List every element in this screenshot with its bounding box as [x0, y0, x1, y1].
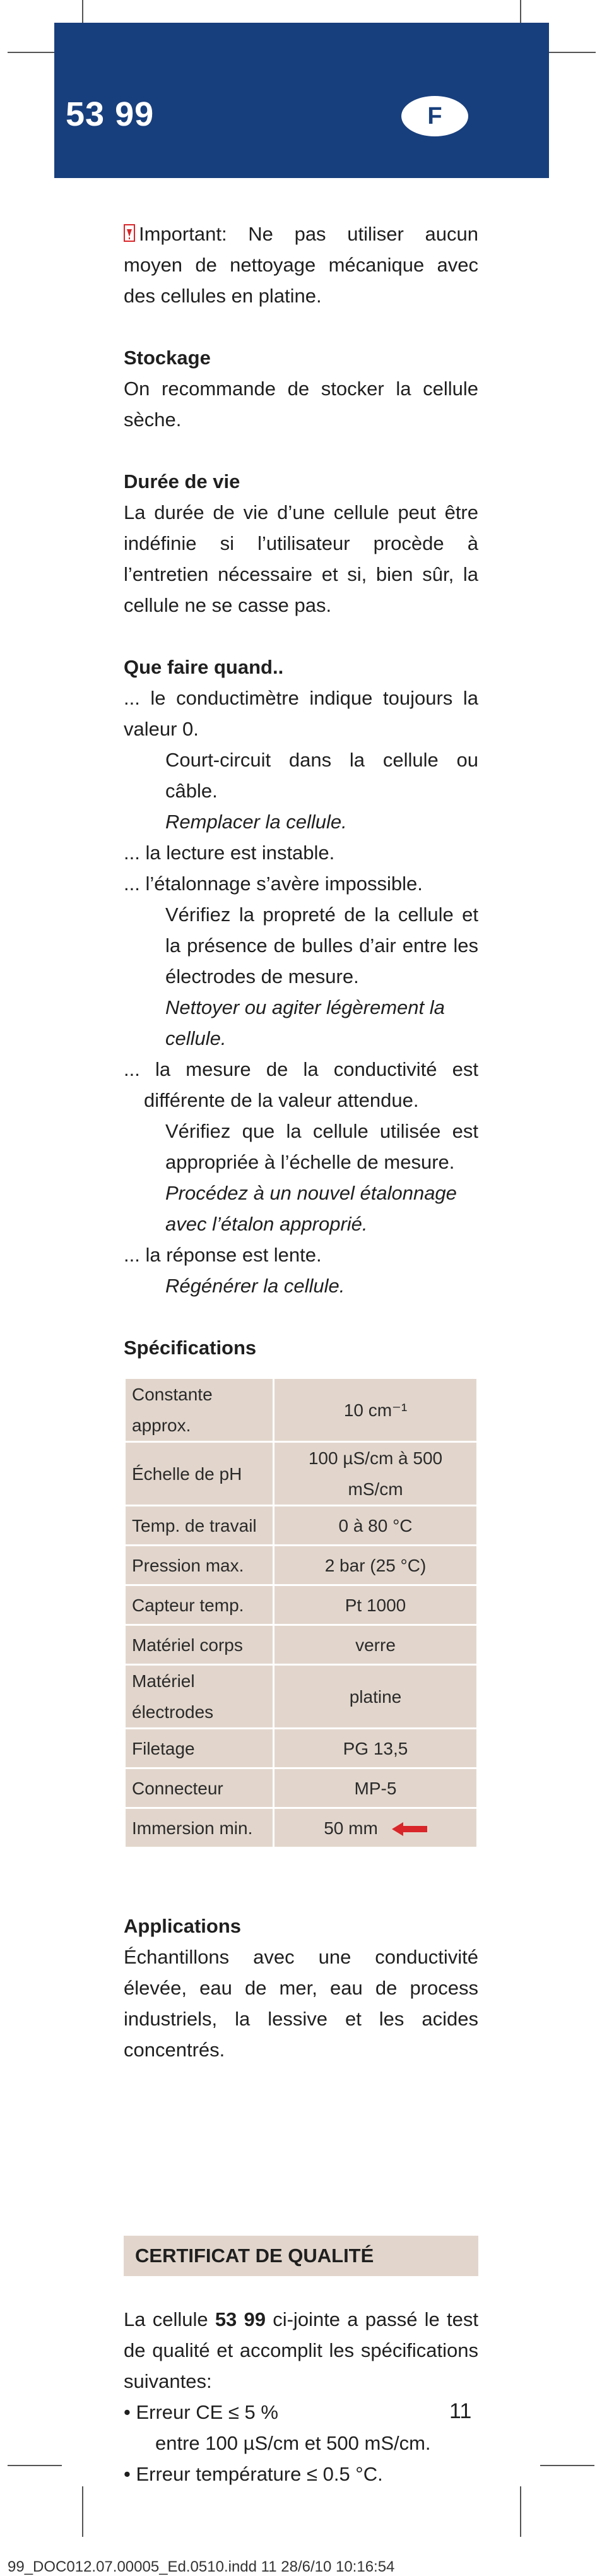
remedy-text: Procédez à un nouvel étalonnage avec l’étalon approprié.	[165, 1182, 457, 1235]
certificate-model: 53 99	[215, 2308, 266, 2330]
spec-label: Matériel corps	[125, 1625, 274, 1665]
certificate-intro-start: La cellule	[124, 2308, 215, 2330]
spec-value: MP-5	[274, 1768, 478, 1808]
spec-value: 2 bar (25 °C)	[274, 1546, 478, 1585]
table-row	[125, 1729, 478, 1768]
troubleshooting-heading: Que faire quand..	[124, 656, 284, 678]
language-badge-label: F	[427, 102, 442, 129]
table-row	[125, 1506, 478, 1546]
applications-heading: Applications	[124, 1915, 242, 1937]
table-row	[125, 1768, 478, 1808]
crop-mark	[520, 2486, 521, 2537]
crop-mark	[540, 2465, 594, 2466]
certificate-intro	[124, 2304, 478, 2397]
table-row	[125, 1808, 478, 1848]
page-number: 11	[449, 2399, 472, 2423]
warning-text: Important: Ne pas utiliser aucun moyen de nettoyage mécanique avec des cellules en platine.	[124, 223, 478, 307]
problem-text: ... l’étalonnage s’avère impossible.	[124, 873, 423, 895]
specifications-table	[124, 1377, 478, 1849]
table-row	[125, 1625, 478, 1665]
certificate-bullet: • Erreur CE ≤ 5 %	[124, 2401, 278, 2423]
lifetime-text: La durée de vie d’une cellule peut être indéfinie si l’utilisateur procède à l’entretien nécessaire et si, bien sûr, la cellule ne se casse pas.	[124, 501, 478, 616]
applications-text: Échantillons avec une conductivité élevée, eau de mer, eau de process industriels, la lessive et les acides concentrés.	[124, 1946, 478, 2061]
storage-text: On recommande de stocker la cellule sèche.	[124, 378, 478, 431]
cause-text: Vérifiez la propreté de la cellule et la présence de bulles d’air entre les électrodes de mesure.	[165, 903, 478, 987]
lifetime-heading: Durée de vie	[124, 470, 240, 492]
spec-value: Pt 1000	[274, 1585, 478, 1625]
spec-value: 0 à 80 °C	[274, 1506, 478, 1546]
specifications-heading: Spécifications	[124, 1337, 257, 1359]
spec-value: platine	[274, 1665, 478, 1729]
table-row	[125, 1665, 478, 1729]
crop-mark	[8, 2465, 62, 2466]
warning-note	[124, 218, 478, 311]
spec-label: Échelle de pH	[125, 1442, 274, 1506]
spec-label: Matériel électrodes	[125, 1665, 274, 1729]
spec-label: Filetage	[125, 1729, 274, 1768]
remedy-text: Remplacer la cellule.	[165, 811, 347, 833]
remedy-text: Régénérer la cellule.	[165, 1275, 345, 1297]
spec-label: Temp. de travail	[125, 1506, 274, 1546]
spec-label: Capteur temp.	[125, 1585, 274, 1625]
model-number: 53 99	[66, 95, 155, 133]
certificate-bullet: • Erreur température ≤ 0.5 °C.	[124, 2463, 383, 2485]
language-badge	[401, 96, 468, 136]
certificate-bullet-detail: entre 100 µS/cm et 500 mS/cm.	[155, 2432, 431, 2454]
storage-heading: Stockage	[124, 347, 211, 369]
table-row	[125, 1546, 478, 1585]
problem-text: ... la réponse est lente.	[124, 1244, 322, 1266]
problem-text: ... la mesure de la conductivité est différente de la valeur attendue.	[124, 1058, 478, 1111]
spec-value-cell	[274, 1808, 478, 1848]
cause-text: Vérifiez que la cellule utilisée est appropriée à l’échelle de mesure.	[165, 1120, 478, 1173]
cause-text: Court-circuit dans la cellule ou câble.	[165, 749, 478, 802]
warning-icon	[124, 224, 135, 242]
certificate-intro-end: ci-jointe a passé le test de qualité et accomplit les spécifications suivantes:	[124, 2308, 478, 2392]
certificate-heading: CERTIFICAT DE QUALITÉ	[124, 2236, 478, 2276]
remedy-text: Nettoyer ou agiter légèrement la cellule.	[165, 996, 445, 1049]
spec-value: verre	[274, 1625, 478, 1665]
main-content	[124, 218, 478, 2490]
spec-label: Constante approx.	[125, 1378, 274, 1442]
problem-text: ... la lecture est instable.	[124, 842, 335, 864]
table-row	[125, 1442, 478, 1506]
spec-value: 50 mm	[324, 1818, 378, 1838]
spec-value: PG 13,5	[274, 1729, 478, 1768]
table-row	[125, 1378, 478, 1442]
spec-value: 100 µS/cm à 500 mS/cm	[274, 1442, 478, 1506]
spec-label: Connecteur	[125, 1768, 274, 1808]
spec-value: 10 cm⁻¹	[274, 1378, 478, 1442]
spec-label: Immersion min.	[125, 1808, 274, 1848]
print-slug: 99_DOC012.07.00005_Ed.0510.indd 11 28/6/10 10:16:54	[8, 2558, 395, 2575]
spec-label: Pression max.	[125, 1546, 274, 1585]
crop-mark	[82, 2486, 83, 2537]
arrow-left-icon	[392, 1822, 427, 1837]
table-row	[125, 1585, 478, 1625]
problem-text: ... le conductimètre indique toujours la valeur 0.	[124, 687, 478, 740]
